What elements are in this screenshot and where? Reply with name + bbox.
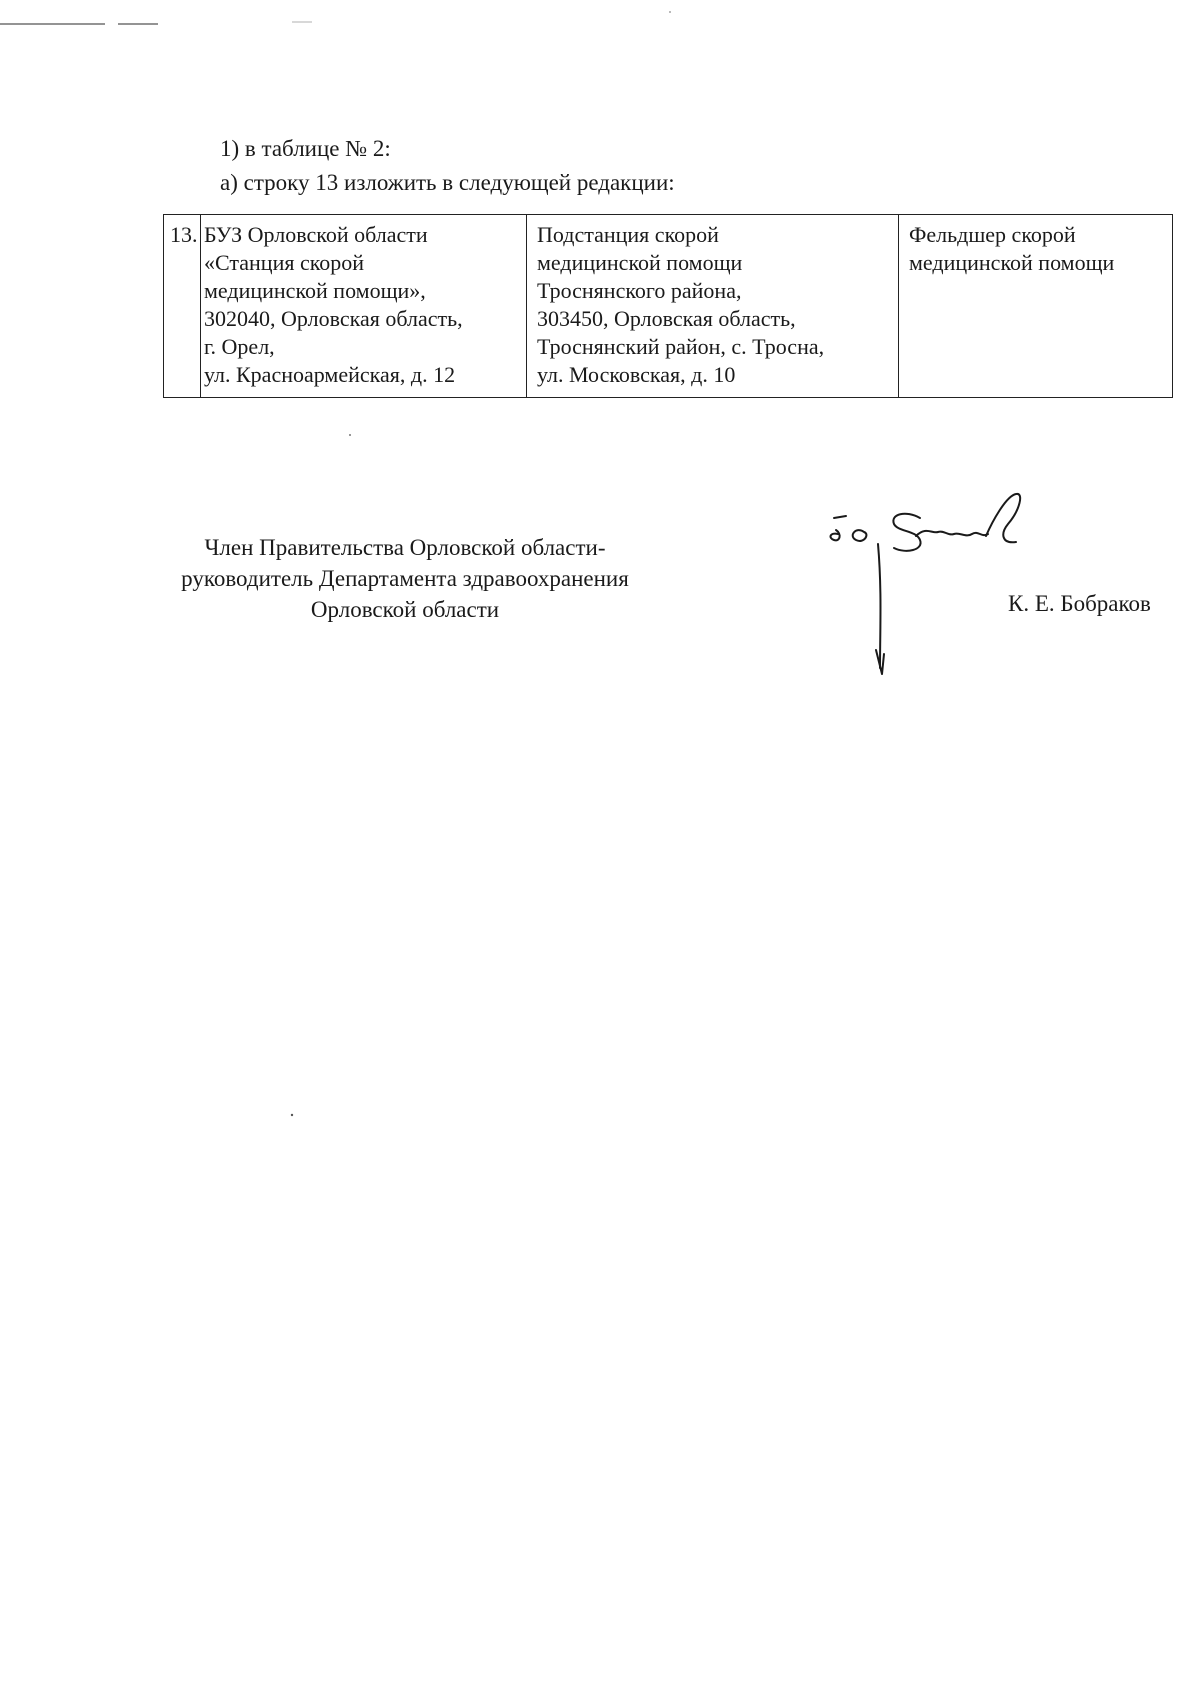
row-number: 13. (170, 222, 198, 247)
official-title (140, 532, 670, 625)
signer-name: К. Е. Бобраков (1008, 591, 1151, 616)
position-line: Фельдшер скорой (909, 222, 1076, 247)
amendment-intro (220, 132, 675, 200)
amendment-table (163, 214, 1173, 398)
table-row (164, 215, 1173, 398)
organization-line: 302040, Орловская область, (204, 306, 463, 331)
substation-line: ул. Московская, д. 10 (537, 362, 736, 387)
substation-line: 303450, Орловская область, (537, 306, 796, 331)
intro-line-1: 1) в таблице № 2: (220, 136, 391, 161)
organization-cell (201, 215, 527, 398)
official-title-line-1: Член Правительства Орловской области- (204, 535, 606, 560)
organization-line: г. Орел, (204, 334, 275, 359)
organization-line: ул. Красноармейская, д. 12 (204, 362, 456, 387)
substation-line: медицинской помощи (537, 250, 743, 275)
organization-line: БУЗ Орловской области (204, 222, 428, 247)
organization-line: «Станция скорой (204, 250, 365, 275)
substation-line: Подстанция скорой (537, 222, 719, 247)
official-title-line-2: руководитель Департамента здравоохранения (181, 566, 629, 591)
row-number-cell (164, 215, 201, 398)
organization-line: медицинской помощи», (204, 278, 426, 303)
position-cell (899, 215, 1173, 398)
intro-line-2: а) строку 13 изложить в следующей редакции: (220, 170, 675, 195)
substation-cell (527, 215, 899, 398)
substation-line: Троснянского района, (537, 278, 742, 303)
official-title-line-3: Орловской области (310, 597, 500, 622)
position-line: медицинской помощи (909, 250, 1115, 275)
substation-line: Троснянский район, с. Тросна, (537, 334, 825, 359)
